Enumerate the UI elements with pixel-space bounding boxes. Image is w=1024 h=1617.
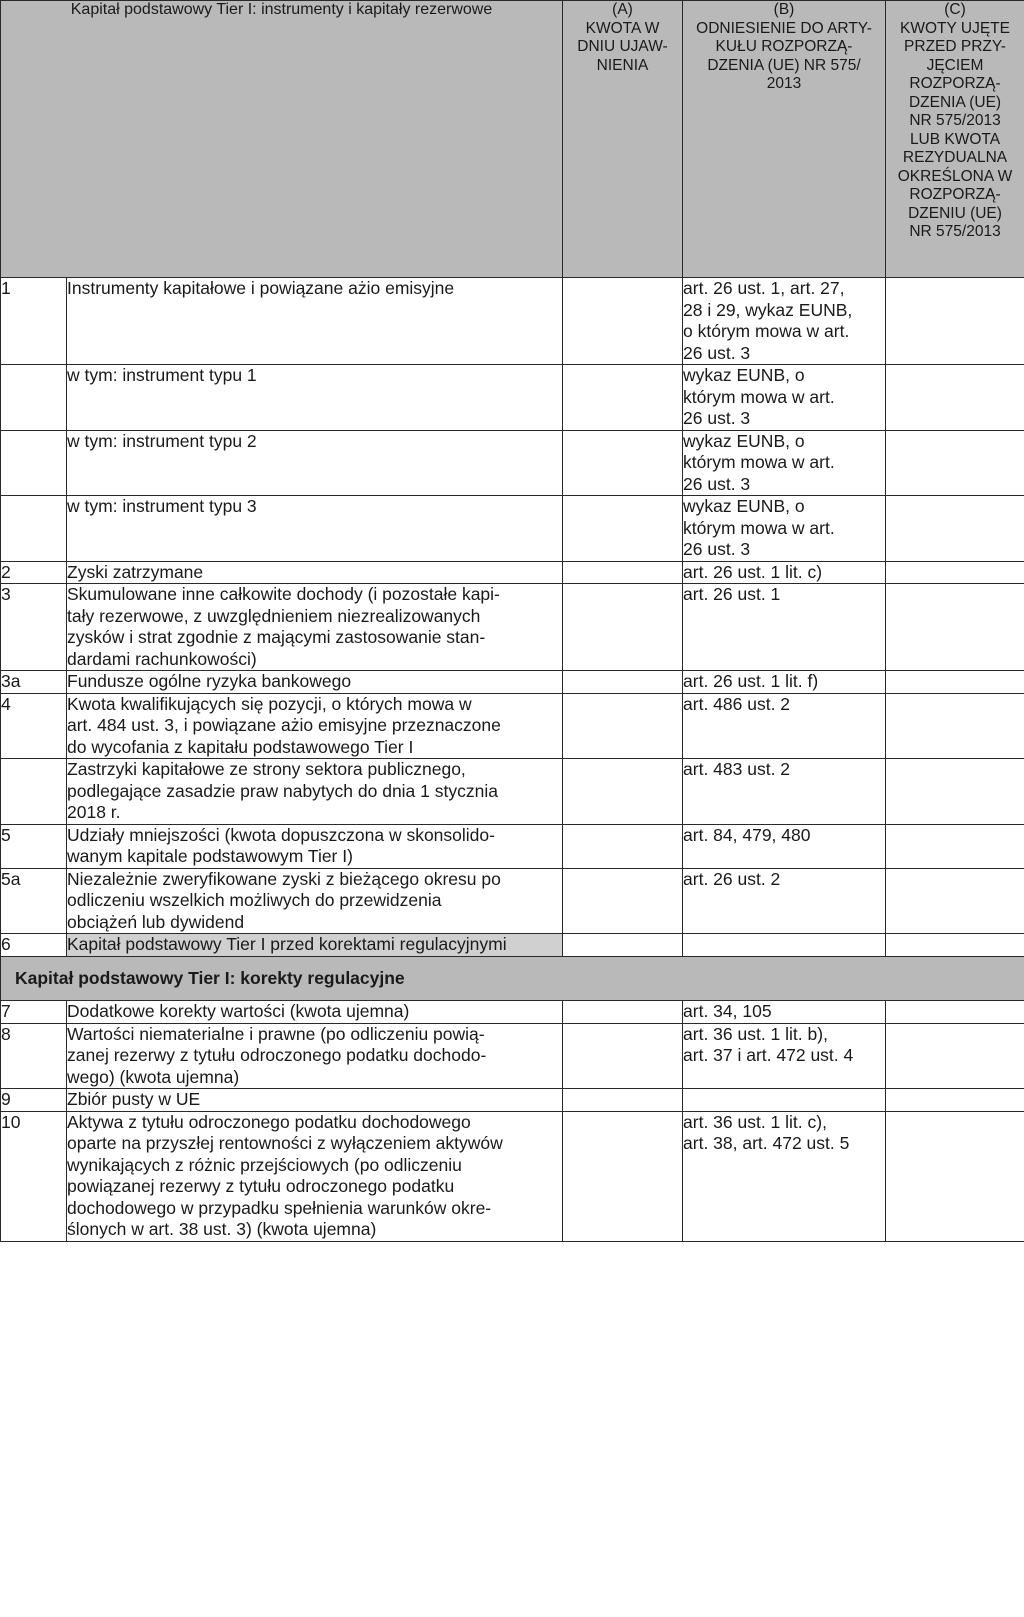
table-header-row	[1, 1, 1024, 278]
regulation-reference-cell	[683, 1001, 886, 1024]
regulation-reference-cell	[683, 934, 886, 957]
table-row	[1, 430, 1024, 496]
amount-cell	[563, 584, 683, 671]
table-row	[1, 278, 1024, 365]
row-description	[67, 278, 563, 365]
description-line: odliczeniu wszelkich możliwych do przewidzenia	[67, 890, 442, 910]
description-line: Dodatkowe korekty wartości (kwota ujemna)	[67, 1001, 410, 1021]
row-description	[67, 693, 563, 759]
description-line: Skumulowane inne całkowite dochody (i pozostałe kapi-	[67, 584, 500, 604]
amount-cell	[563, 934, 683, 957]
header-line: DNIU UJAW-	[577, 38, 668, 55]
row-description	[67, 759, 563, 825]
pre-regulation-amount-cell	[886, 1111, 1024, 1241]
amount-cell	[563, 561, 683, 584]
amount-cell	[563, 496, 683, 562]
pre-regulation-amount-cell	[886, 693, 1024, 759]
table-row	[1, 934, 1024, 957]
description-line: do wycofania z kapitału podstawowego Tier I	[67, 736, 414, 757]
row-number: 6	[1, 934, 67, 957]
description-line: podlegające zasadzie praw nabytych do dnia 1 stycznia	[67, 780, 498, 801]
reference-line: art. 483 ust. 2	[683, 759, 791, 779]
row-number: 3a	[1, 671, 67, 694]
regulation-reference-cell	[683, 561, 886, 584]
regulation-reference-cell	[683, 1089, 886, 1112]
pre-regulation-amount-cell	[886, 430, 1024, 496]
pre-regulation-amount-cell	[886, 868, 1024, 934]
regulation-reference-cell	[683, 1023, 886, 1089]
row-number: 7	[1, 1001, 67, 1024]
table-row	[1, 1111, 1024, 1241]
row-description	[67, 561, 563, 584]
description-line: w tym: instrument typu 1	[67, 365, 257, 385]
description-line: wanym kapitale podstawowym Tier I)	[67, 846, 353, 866]
row-description	[67, 824, 563, 868]
amount-cell	[563, 1111, 683, 1241]
reference-line: wykaz EUNB, o	[683, 365, 805, 385]
header-line: LUB KWOTA	[909, 130, 1001, 148]
header-line: JĘCIEM	[926, 56, 984, 74]
pre-regulation-amount-cell	[886, 1089, 1024, 1112]
description-line: Niezależnie zweryfikowane zyski z bieżącego okresu po	[67, 868, 501, 889]
table-row	[1, 824, 1024, 868]
amount-cell	[563, 430, 683, 496]
description-line: zysków i strat zgodnie z mającymi zastosowanie stan-	[67, 627, 486, 647]
description-line: w tym: instrument typu 2	[67, 430, 257, 451]
pre-regulation-amount-cell	[886, 824, 1024, 868]
regulation-reference-cell	[683, 584, 886, 671]
row-description	[67, 1023, 563, 1089]
table-row	[1, 671, 1024, 694]
description-line: obciążeń lub dywidend	[67, 911, 245, 932]
description-line: dardami rachunkowości)	[67, 648, 257, 669]
regulation-reference-cell	[683, 759, 886, 825]
amount-cell	[563, 759, 683, 825]
header-line: DZENIA (UE) NR 575/	[707, 56, 861, 74]
row-number	[1, 430, 67, 496]
row-number: 4	[1, 693, 67, 759]
table-body	[1, 278, 1024, 1242]
description-line: oparte na przyszłej rentowności z wyłączeniem aktywów	[67, 1133, 503, 1153]
header-line: (C)	[944, 1, 966, 18]
row-description	[67, 868, 563, 934]
reference-line: 26 ust. 3	[683, 408, 751, 428]
description-line: Zbiór pusty w UE	[67, 1089, 201, 1109]
regulation-reference-cell	[683, 671, 886, 694]
table-row	[1, 693, 1024, 759]
reference-line: art. 26 ust. 2	[683, 868, 781, 889]
description-line: Instrumenty kapitałowe i powiązane ażio emisyjne	[67, 278, 455, 298]
header-line: DZENIU (UE)	[908, 204, 1002, 222]
pre-regulation-amount-cell	[886, 561, 1024, 584]
row-description	[67, 1001, 563, 1024]
description-line: Zastrzyki kapitałowe ze strony sektora publicznego,	[67, 759, 466, 779]
reference-line: art. 26 ust. 1	[683, 584, 781, 604]
section-header-row	[1, 956, 1024, 1001]
row-number: 10	[1, 1111, 67, 1241]
header-line: KUŁU ROZPORZĄ-	[715, 38, 853, 55]
table-row	[1, 1089, 1024, 1112]
description-line: zanej rezerwy z tytułu odroczonego podatku dochodo-	[67, 1045, 487, 1065]
row-number: 1	[1, 278, 67, 365]
description-line: w tym: instrument typu 3	[67, 496, 257, 516]
amount-cell	[563, 365, 683, 431]
header-column-b	[683, 1, 886, 278]
row-description	[67, 671, 563, 694]
reference-line: 26 ust. 3	[683, 473, 751, 494]
section-title: Kapitał podstawowy Tier I: korekty regulacyjne	[1, 956, 1024, 1001]
header-line: (B)	[773, 1, 795, 18]
reference-line: którym mowa w art.	[683, 517, 835, 538]
row-number: 3	[1, 584, 67, 671]
reference-line: art. 36 ust. 1 lit. c),	[683, 1111, 827, 1132]
table-row	[1, 496, 1024, 562]
reference-line: art. 84, 479, 480	[683, 824, 811, 845]
description-line: wynikających z różnic przejściowych (po odliczeniu	[67, 1154, 462, 1175]
row-number: 2	[1, 561, 67, 584]
pre-regulation-amount-cell	[886, 1023, 1024, 1089]
reference-line: 26 ust. 3	[683, 539, 751, 559]
row-number	[1, 365, 67, 431]
description-line: art. 484 ust. 3, i powiązane ażio emisyjne przeznaczone	[67, 715, 501, 735]
pre-regulation-amount-cell	[886, 1001, 1024, 1024]
description-line: ślonych w art. 38 ust. 3) (kwota ujemna)	[67, 1219, 377, 1239]
description-line: Fundusze ogólne ryzyka bankowego	[67, 671, 352, 691]
description-line: dochodowego w przypadku spełnienia warunków okre-	[67, 1197, 492, 1218]
amount-cell	[563, 671, 683, 694]
reference-line: którym mowa w art.	[683, 452, 835, 472]
header-line: DZENIA (UE)	[908, 93, 1002, 111]
description-line: Wartości niematerialne i prawne (po odliczeniu powią-	[67, 1023, 485, 1044]
regulation-reference-cell	[683, 1111, 886, 1241]
description-line: Zyski zatrzymane	[67, 561, 204, 582]
regulation-reference-cell	[683, 278, 886, 365]
reference-line: wykaz EUNB, o	[683, 430, 805, 451]
regulation-reference-cell	[683, 496, 886, 562]
regulation-reference-cell	[683, 868, 886, 934]
table-row	[1, 868, 1024, 934]
reference-line: art. 486 ust. 2	[683, 693, 791, 714]
reference-line: art. 26 ust. 1 lit. f)	[683, 671, 819, 691]
row-number: 5	[1, 824, 67, 868]
reference-line: którym mowa w art.	[683, 386, 835, 407]
description-line: 2018 r.	[67, 802, 121, 822]
reference-line: 28 i 29, wykaz EUNB,	[683, 299, 853, 320]
description-line: Aktywa z tytułu odroczonego podatku dochodowego	[67, 1111, 471, 1132]
description-line: wego) (kwota ujemna)	[67, 1066, 240, 1087]
header-line: NR 575/2013	[909, 223, 1001, 240]
description-line: tały rezerwowe, z uwzględnieniem niezrealizowanych	[67, 605, 481, 626]
header-column-a	[563, 1, 683, 278]
pre-regulation-amount-cell	[886, 934, 1024, 957]
header-line: ROZPORZĄ-	[909, 186, 1001, 203]
header-line: (A)	[612, 1, 633, 18]
row-description	[67, 584, 563, 671]
header-line: ODNIESIENIE DO ARTY-	[696, 19, 872, 37]
table-row	[1, 1023, 1024, 1089]
regulation-reference-cell	[683, 430, 886, 496]
row-number: 5a	[1, 868, 67, 934]
pre-regulation-amount-cell	[886, 584, 1024, 671]
table-row	[1, 1001, 1024, 1024]
regulation-reference-cell	[683, 693, 886, 759]
pre-regulation-amount-cell	[886, 496, 1024, 562]
amount-cell	[563, 1001, 683, 1024]
reference-line: art. 34, 105	[683, 1001, 772, 1021]
amount-cell	[563, 1023, 683, 1089]
row-number	[1, 496, 67, 562]
table-row	[1, 584, 1024, 671]
pre-regulation-amount-cell	[886, 278, 1024, 365]
amount-cell	[563, 278, 683, 365]
description-line: Kwota kwalifikujących się pozycji, o których mowa w	[67, 693, 472, 714]
header-line: OKREŚLONA W	[897, 167, 1013, 185]
amount-cell	[563, 824, 683, 868]
row-number	[1, 759, 67, 825]
header-line: REZYDUALNA	[902, 149, 1008, 166]
header-line: ROZPORZĄ-	[909, 75, 1001, 92]
description-line: Udziały mniejszości (kwota dopuszczona w skonsolido-	[67, 824, 495, 845]
reference-line: art. 38, art. 472 ust. 5	[683, 1133, 850, 1153]
amount-cell	[563, 868, 683, 934]
regulation-reference-cell	[683, 824, 886, 868]
pre-regulation-amount-cell	[886, 759, 1024, 825]
header-line: KWOTY UJĘTE	[900, 19, 1010, 37]
row-number: 8	[1, 1023, 67, 1089]
reference-line: wykaz EUNB, o	[683, 496, 805, 516]
reference-line: art. 26 ust. 1 lit. c)	[683, 561, 823, 582]
header-line: NIENIA	[596, 56, 649, 74]
pre-regulation-amount-cell	[886, 365, 1024, 431]
regulation-reference-cell	[683, 365, 886, 431]
header-column-c	[886, 1, 1024, 278]
reference-line: o którym mowa w art.	[683, 321, 850, 341]
reference-line: 26 ust. 3	[683, 342, 751, 363]
header-line: KWOTA W	[585, 19, 660, 37]
row-description	[67, 430, 563, 496]
reference-line: art. 37 i art. 472 ust. 4	[683, 1045, 854, 1065]
reference-line: art. 26 ust. 1, art. 27,	[683, 278, 845, 298]
row-description	[67, 365, 563, 431]
pre-regulation-amount-cell	[886, 671, 1024, 694]
row-description	[67, 1089, 563, 1112]
header-line: 2013	[766, 75, 802, 92]
description-line: Kapitał podstawowy Tier I przed korektami regulacyjnymi	[67, 934, 507, 954]
amount-cell	[563, 693, 683, 759]
row-description	[67, 1111, 563, 1241]
table-row	[1, 561, 1024, 584]
header-main-title: Kapitał podstawowy Tier I: instrumenty i kapitały rezerwowe	[1, 1, 563, 278]
row-description	[67, 496, 563, 562]
header-line: PRZED PRZY-	[904, 38, 1006, 55]
row-description	[67, 934, 563, 957]
reference-line: art. 36 ust. 1 lit. b),	[683, 1023, 828, 1044]
table-row	[1, 365, 1024, 431]
table-row	[1, 759, 1024, 825]
description-line: powiązanej rezerwy z tytułu odroczonego podatku	[67, 1176, 455, 1196]
amount-cell	[563, 1089, 683, 1112]
row-number: 9	[1, 1089, 67, 1112]
header-line: NR 575/2013	[909, 112, 1001, 129]
